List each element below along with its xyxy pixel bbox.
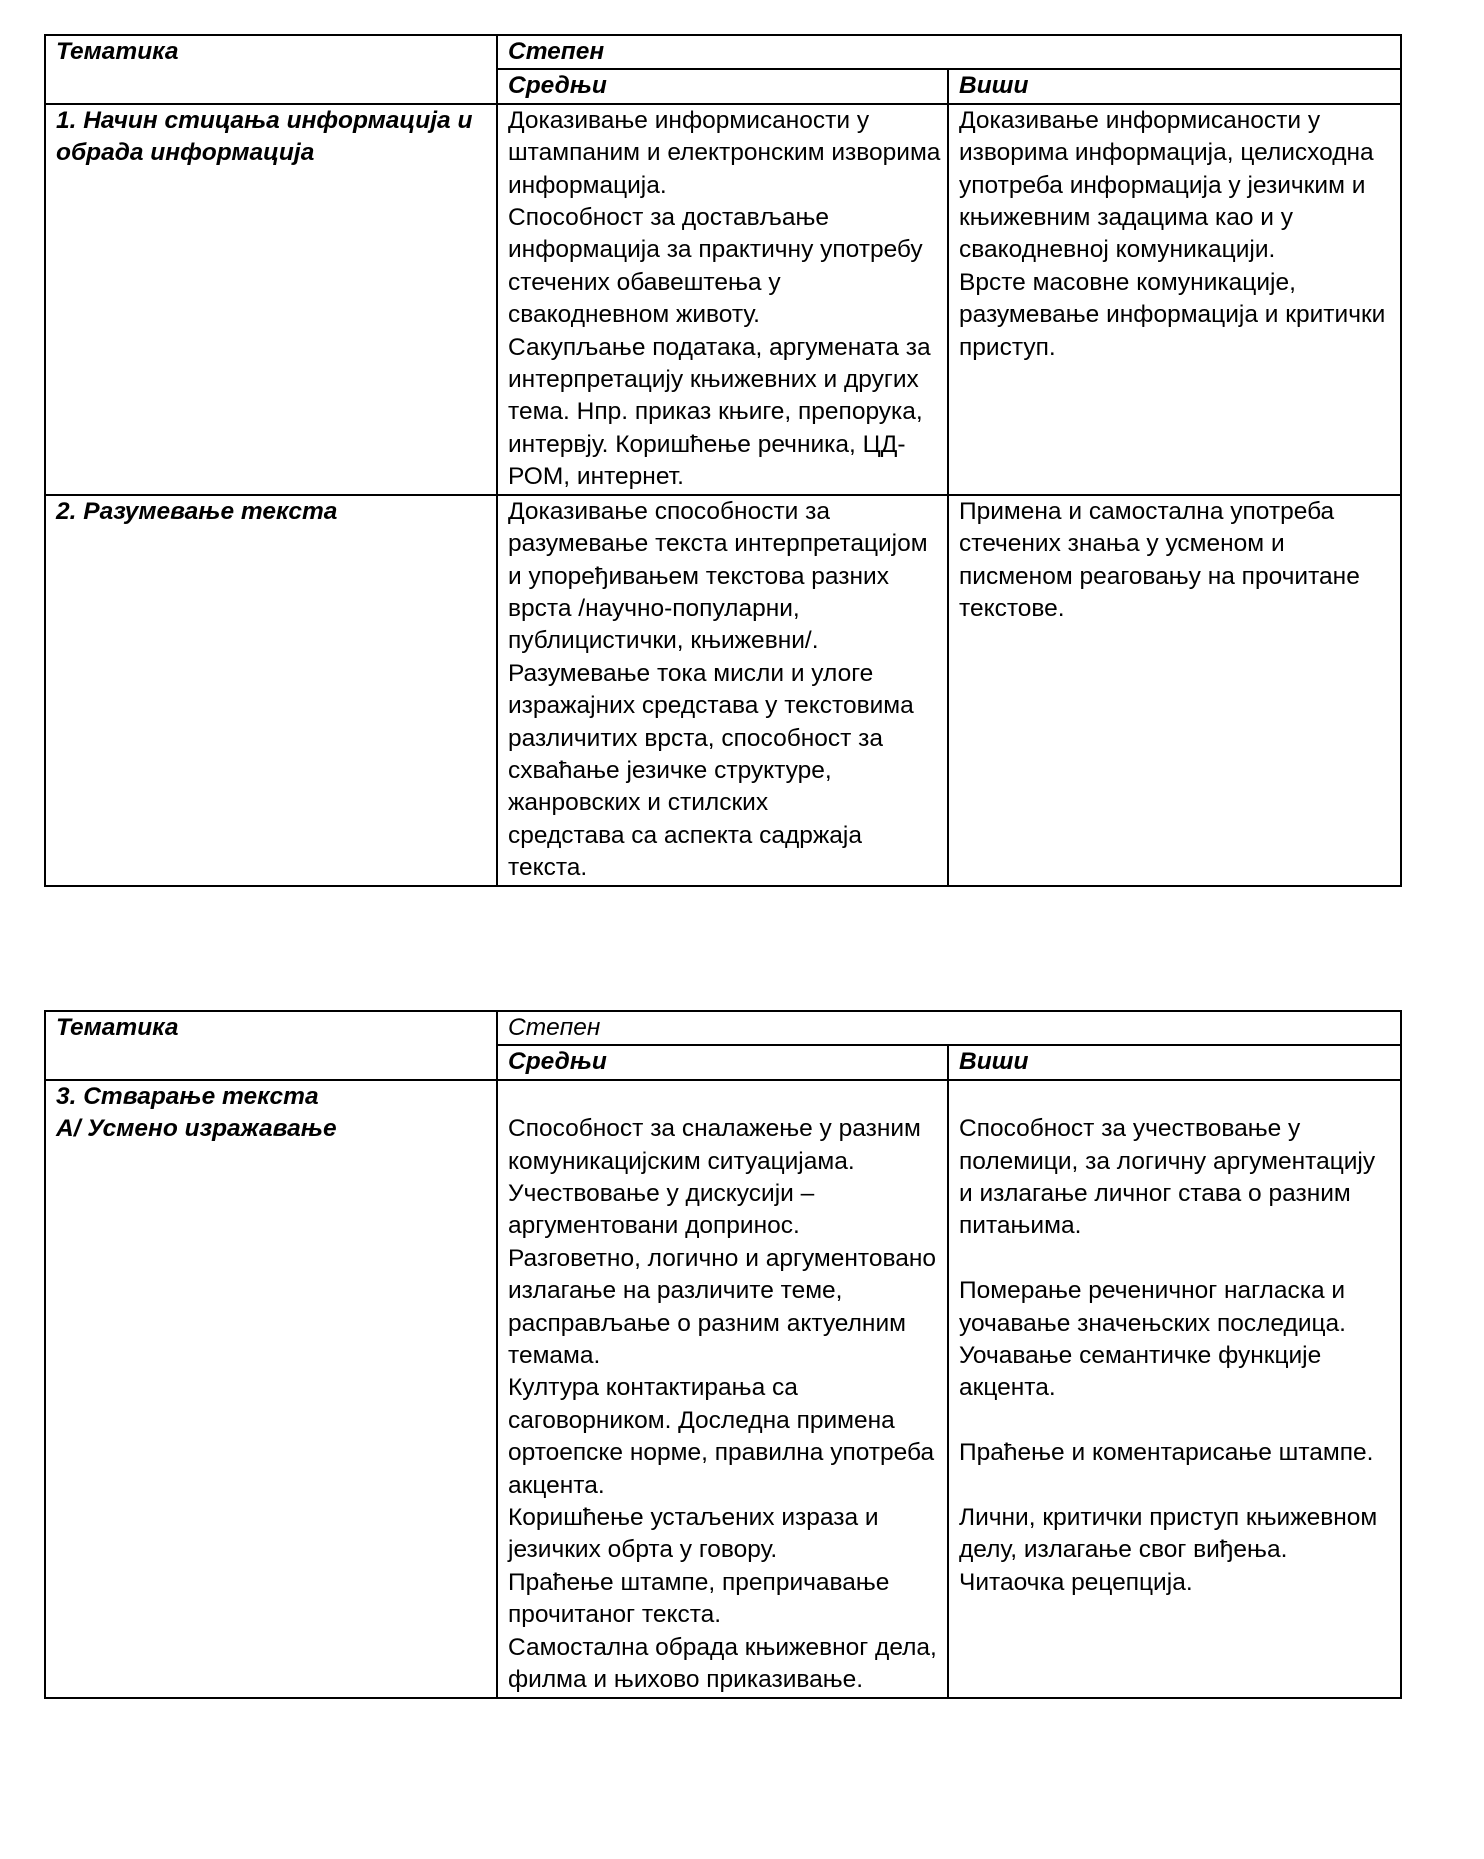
paragraph: Померање реченичног нагласка и уочавање значењских последица. Уочавање семантичке функције акцента. [959,1277,1346,1402]
header-degree: Степен [497,35,1401,69]
paragraph: Способност за сналажење у разним комуникацијским ситуацијама. Учествовање у дискусији – аргументовани допринос. [508,1115,921,1240]
spacer [959,1405,1394,1437]
row-higher-cell [948,1080,1401,1698]
paragraph: Доказивање информисаности у изворима информација, целисходна употреба информација у језичким и књижевним задацима као и у свакодневној комуникацији. [959,106,1374,264]
header-middle: Средњи [497,69,948,103]
row-topic: 3. Стварање текста [56,1082,319,1110]
paragraph: Способност за учествовање у полемици, за логичну аргументацију и излагање личног става о разним питањима. [959,1115,1376,1240]
table-header-row [45,35,1401,69]
row-middle-cell [497,104,948,495]
spacer [959,1470,1394,1502]
header-degree: Степен [497,1011,1401,1045]
row-higher-cell [948,104,1401,495]
paragraph: Разумевање тока мисли и улоге изражајних средстава у текстовима различитих врста, способност за схваћање језичке структуре, жанровских и стилских [508,659,914,817]
paragraph: Примена и самостална употреба стечених знања у усменом и писменом реаговању на прочитане текстове. [959,497,1360,622]
row-middle-cell [497,495,948,886]
paragraph: Врсте масовне комуникације, разумевање информација и критички приступ. [959,268,1386,361]
row-higher-cell [948,495,1401,886]
paragraph: Коришћење устаљених израза и језичких обрта у говору. [508,1504,879,1564]
paragraph: Сакупљање података, аргумената за интерпретацију књижевних и других тема. Нпр. приказ књиге, препорука, интервју. Коришћење речника, ЦД-РОМ, интернет. [508,333,931,491]
spacer [959,1243,1394,1275]
row-topic-subtitle: А/ Усмено изражавање [56,1115,337,1143]
spacer [508,1081,941,1113]
table-row [45,104,1401,495]
paragraph: Праћење и коментарисање штампе. [959,1439,1374,1467]
paragraph: средстава са аспекта садржаја текста. [508,821,862,882]
paragraph: Разговетно, логично и аргументовано излагање на различите теме, расправљање о разним актуелним темама. [508,1244,936,1370]
paragraph: Доказивање информисаности у штампаним и електронским изворима информација. [508,106,941,199]
row-middle-cell [497,1080,948,1698]
row-topic: 1. Начин стицања информација и обрада информација [45,104,497,495]
paragraph: Способност за достављање информација за практичну употребу стечених обавештења у свакодневном животу. [508,204,923,329]
row-topic: 2. Разумевање текста [45,495,497,886]
paragraph: Праћење штампе, препричавање прочитаног текста. [508,1568,890,1629]
row-topic-cell [45,1080,497,1698]
spacer [959,1081,1394,1113]
paragraph: Култура контактирања са саговорником. Доследна примена ортоепске норме, правилна употреба акцента. [508,1374,935,1499]
table-row [45,495,1401,886]
header-higher: Виши [948,69,1401,103]
header-middle: Средњи [497,1045,948,1079]
header-topic: Тематика [45,1011,497,1080]
header-higher: Виши [948,1045,1401,1079]
curriculum-table-1 [44,34,1402,887]
header-topic: Тематика [45,35,497,104]
table-header-row [45,1011,1401,1045]
table-row [45,1080,1401,1698]
curriculum-table-2 [44,1010,1402,1699]
paragraph: Самостална обрада књижевног дела, филма и њихово приказивање. [508,1633,937,1694]
paragraph: Доказивање способности за разумевање текста интерпретацијом и упоређивањем текстова разних врста /научно-популарни, публицистички, књижевни/. [508,497,928,655]
paragraph: Лични, критички приступ књижевном делу, излагање свог виђења. Читаочка рецепција. [959,1504,1378,1596]
